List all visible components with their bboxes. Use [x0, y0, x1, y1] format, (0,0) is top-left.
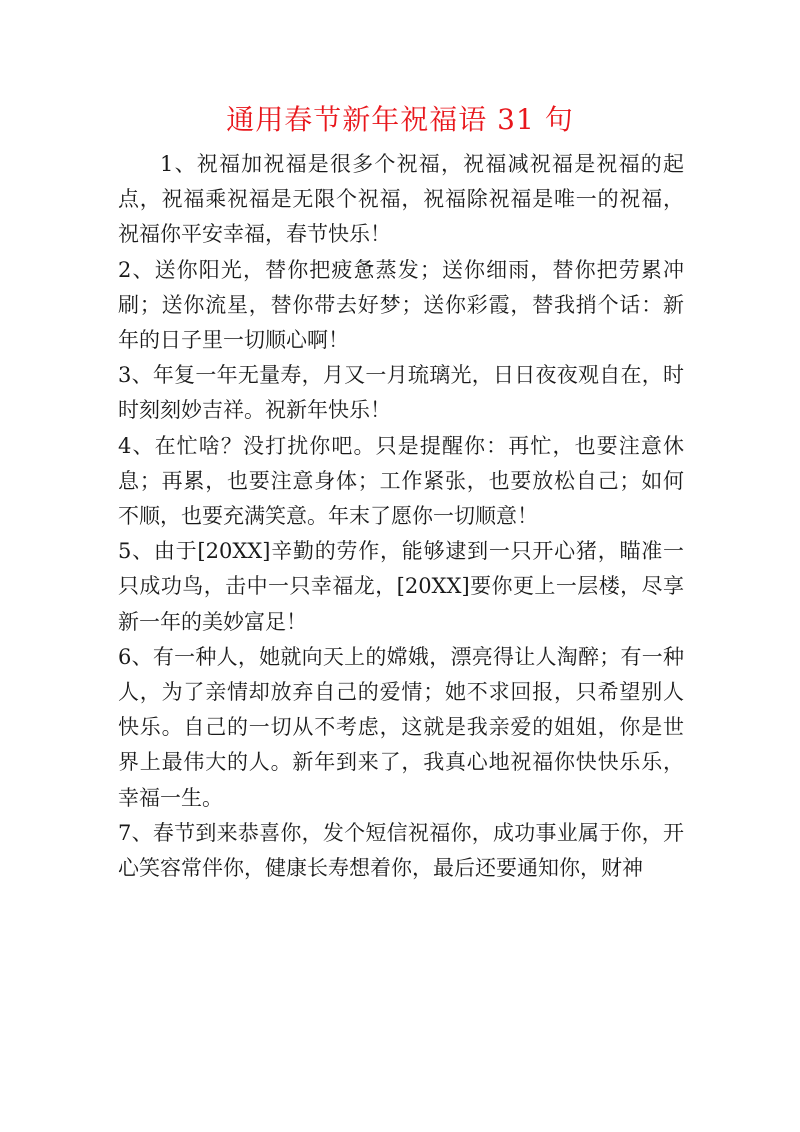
document-title: 通用春节新年祝福语 31 句 — [226, 103, 574, 136]
paragraph-7: 7、春节到来恭喜你，发个短信祝福你，成功事业属于你，开心笑容常伴你，健康长寿想着你，最后还要通知你，财神 — [118, 820, 684, 881]
document-body — [118, 147, 684, 886]
paragraph-1: 1、祝福加祝福是很多个祝福，祝福减祝福是祝福的起点，祝福乘祝福是无限个祝福，祝福除祝福是唯一的祝福，祝福你平安幸福，春节快乐！ — [118, 152, 684, 247]
paragraph-5: 5、由于[20XX]辛勤的劳作，能够逮到一只开心猪，瞄准一只成功鸟，击中一只幸福龙，[20XX]要你更上一层楼，尽享新一年的美妙富足！ — [118, 539, 684, 634]
paragraph-3: 3、年复一年无量寿，月又一月琉璃光，日日夜夜观自在，时时刻刻妙吉祥。祝新年快乐！ — [118, 363, 684, 423]
paragraph-6: 6、有一种人，她就向天上的嫦娥，漂亮得让人淘醉；有一种人，为了亲情却放弃自己的爱情；她不求回报，只希望别人快乐。自己的一切从不考虑，这就是我亲爱的姐姐，你是世界上最伟大的人。新年到来了，我真心地祝福你快快乐乐，幸福一生。 — [118, 644, 684, 810]
paragraph-2: 2、送你阳光，替你把疲惫蒸发；送你细雨，替你把劳累冲刷；送你流星，替你带去好梦；送你彩霞，替我捎个话：新年的日子里一切顺心啊！ — [118, 257, 684, 353]
paragraph-4: 4、在忙啥？没打扰你吧。只是提醒你：再忙，也要注意休息；再累，也要注意身体；工作紧张，也要放松自己；如何不顺，也要充满笑意。年末了愿你一切顺意！ — [118, 433, 684, 529]
